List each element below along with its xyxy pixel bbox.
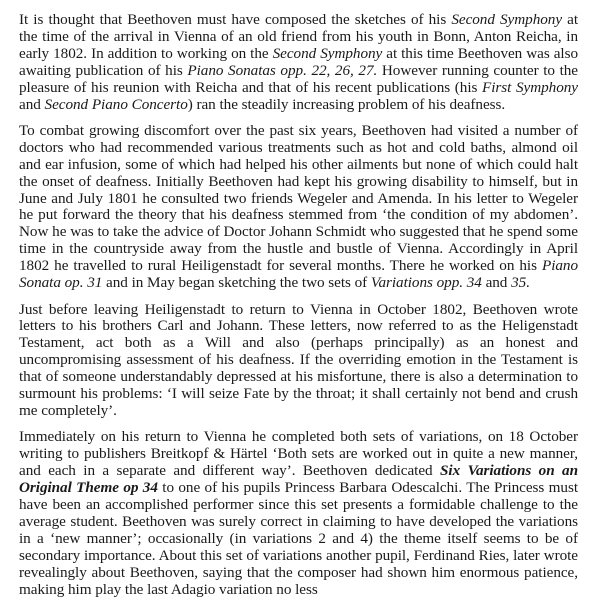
document-page	[19, 12, 578, 608]
work-title-variations-op34: Variations opp. 34	[370, 274, 482, 292]
paragraph-reicha-arrival	[19, 12, 578, 113]
paragraph-deafness-treatments	[19, 123, 578, 292]
text-run: and in May began sketching the two sets of	[102, 274, 371, 292]
work-title-second-symphony: Second Symphony	[451, 11, 563, 28]
text-run: It is thought that Beethoven must have composed the sketches of his	[19, 11, 452, 28]
text-run: and	[481, 274, 512, 292]
work-title-second-symphony: Second Symphony	[272, 44, 383, 62]
paragraph-variations-completion	[19, 429, 578, 598]
work-title-second-piano-concerto: Second Piano Concerto	[44, 95, 188, 113]
text-run: at this time Beethoven was also awaiting publication of his	[19, 44, 579, 79]
text-run: Immediately on his return to Vienna he completed both sets of variations, on 18 October writing to publishers Breitkopf & Härtel ‘Both sets are worked out in quite a new manner, and each in a separate and different way’. Beethoven dedicated	[19, 428, 578, 480]
text-run: to one of his pupils Princess Barbara Odescalchi. The Princess must have been an accomplished performer since this set presents a formidable challenge to the average student. Beethoven was surely correct in claiming to have developed the variations in a ‘new manner’; occasionally (in variations 2 and 4) the theme itself seems to be of secondary importance. About this set of variations another pupil, Ferdinand Ries, later wrote revealingly about Beethoven, saying that the composer had shown him enormous patience, making him play the last Adagio variation no less	[19, 479, 578, 598]
paragraph-heiligenstadt-testament	[19, 302, 578, 420]
text-run: However running counter to the pleasure of his reunion with Reicha and that of his recent publications (his	[19, 61, 578, 96]
text-run: To combat growing discomfort over the past six years, Beethoven had visited a number of doctors who had recommended various treatments such as hot and cold baths, almond oil and ear infusion, some of which had helped his other ailments but none of which could halt the onset of deafness. Initially Beethoven had kept his growing disability to himself, but in June and July 1801 he consulted two friends Wegeler and Amenda. In his letter to Wegeler he put forward the theory that his deafness stemmed from ‘the condition of my abdomen’. Now he was to take the advice of Doctor Johann Schmidt who suggested that he spend some time in the countryside away from the hustle and bustle of Vienna. Accordingly in April 1802 he travelled to rural Heiligenstadt for several months. There he worked on his	[19, 121, 578, 275]
work-title-variations-op35: 35.	[511, 274, 530, 292]
work-title-first-symphony: First Symphony	[482, 78, 578, 96]
work-title-piano-sonatas: Piano Sonatas opp. 22, 26, 27.	[187, 61, 378, 79]
text-run: Just before leaving Heiligenstadt to return to Vienna in October 1802, Beethoven wrote letters to his brothers Carl and Johann. These letters, now referred to as the Heligenstadt Testament, act both as a Will and also (perhaps principally) as an honest and uncompromising assessment of his deafness. If the overriding emotion in the Testament is that of someone understandably depressed at his misfortune, there is also a determination to surmount his problems: ‘I will seize Fate by the throat; it shall certainly not bend and crush me completely’.	[19, 300, 578, 419]
work-title-piano-sonata-op31: Piano Sonata op. 31	[19, 257, 578, 292]
text-run: at the time of the arrival in Vienna of an old friend from his youth in Bonn, Anton Reicha, in early 1802. In addition to working on the	[19, 11, 579, 62]
text-run: and	[19, 95, 45, 113]
work-title-six-variations-op34: Six Variations on an Original Theme op 34	[19, 462, 578, 497]
text-run: ) ran the steadily increasing problem of his deafness.	[187, 95, 506, 113]
